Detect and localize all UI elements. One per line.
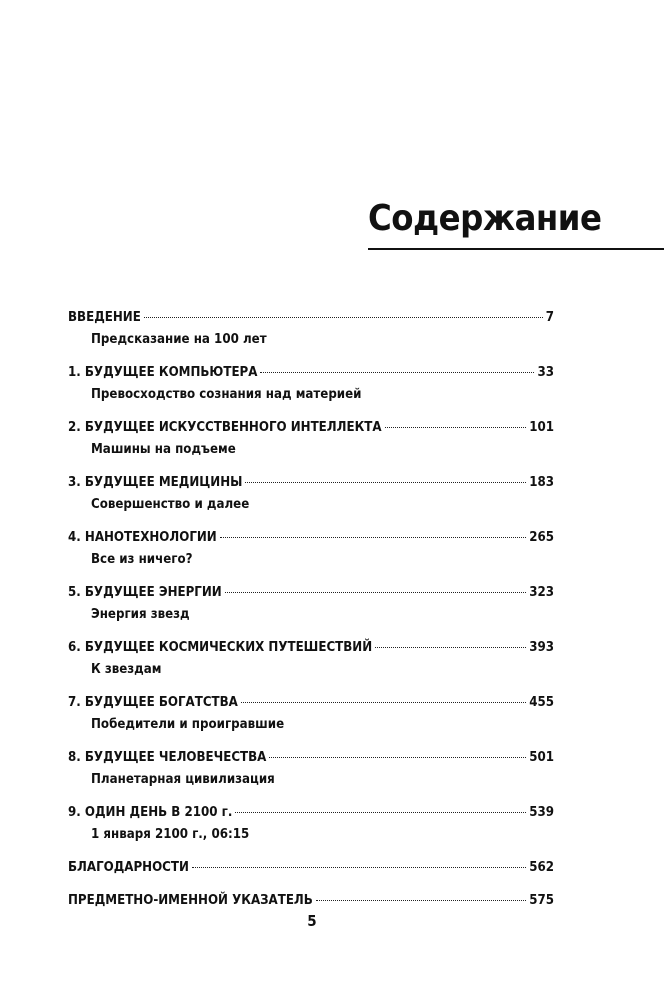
toc-entry-subtitle: Планетарная цивилизация (91, 772, 275, 787)
toc-entry-page: 183 (529, 475, 554, 490)
toc-entry-subtitle: Машины на подъеме (91, 442, 236, 457)
toc-entry-chapter-5[interactable] (68, 585, 554, 625)
toc-entry-subtitle: Все из ничего? (91, 552, 193, 567)
toc-entry-subtitle: Предсказание на 100 лет (91, 332, 267, 347)
dot-leader (241, 702, 526, 703)
toc-entry-title: 9. ОДИН ДЕНЬ В 2100 г. (68, 805, 233, 820)
toc-entry-acknowledgements[interactable] (68, 860, 554, 880)
dot-leader (192, 867, 526, 868)
toc-entry-page: 539 (529, 805, 554, 820)
dot-leader (375, 647, 526, 648)
toc-entry-page: 393 (529, 640, 554, 655)
toc-entry-index[interactable] (68, 893, 554, 913)
dot-leader (144, 317, 543, 318)
toc-entry-title: 5. БУДУЩЕЕ ЭНЕРГИИ (68, 585, 222, 600)
toc-entry-page: 575 (529, 893, 554, 908)
toc-entry-page: 7 (545, 310, 554, 325)
toc-entry-subtitle: 1 января 2100 г., 06:15 (91, 827, 250, 842)
dot-leader (385, 427, 527, 428)
toc-entry-title: 6. БУДУЩЕЕ КОСМИЧЕСКИХ ПУТЕШЕСТВИЙ (68, 640, 373, 655)
toc-entry-title: 2. БУДУЩЕЕ ИСКУССТВЕННОГО ИНТЕЛЛЕКТА (68, 420, 382, 435)
toc-entry-chapter-7[interactable] (68, 695, 554, 735)
toc-entry-title: БЛАГОДАРНОСТИ (68, 860, 189, 875)
toc-entry-title: 3. БУДУЩЕЕ МЕДИЦИНЫ (68, 475, 243, 490)
toc-entry-title: 8. БУДУЩЕЕ ЧЕЛОВЕЧЕСТВА (68, 750, 267, 765)
page-number: 5 (307, 912, 317, 930)
toc-entry-chapter-2[interactable] (68, 420, 554, 460)
toc-entry-subtitle: Совершенство и далее (91, 497, 250, 512)
toc-entry-chapter-6[interactable] (68, 640, 554, 680)
toc-entry-subtitle: Победители и проигравшие (91, 717, 285, 732)
toc-entry-title: 1. БУДУЩЕЕ КОМПЬЮТЕРА (68, 365, 258, 380)
title-underline (368, 248, 664, 250)
toc-entry-subtitle: К звездам (91, 662, 162, 677)
table-of-contents (68, 310, 554, 926)
toc-entry-introduction[interactable] (68, 310, 554, 350)
toc-entry-chapter-1[interactable] (68, 365, 554, 405)
toc-entry-chapter-3[interactable] (68, 475, 554, 515)
toc-entry-page: 33 (537, 365, 554, 380)
page-title: Содержание (368, 198, 602, 239)
dot-leader (245, 482, 526, 483)
dot-leader (316, 900, 526, 901)
dot-leader (269, 757, 526, 758)
toc-entry-page: 501 (529, 750, 554, 765)
toc-entry-page: 265 (529, 530, 554, 545)
toc-entry-chapter-8[interactable] (68, 750, 554, 790)
dot-leader (235, 812, 526, 813)
toc-entry-page: 455 (529, 695, 554, 710)
toc-entry-title: ПРЕДМЕТНО-ИМЕННОЙ УКАЗАТЕЛЬ (68, 893, 313, 908)
dot-leader (220, 537, 527, 538)
dot-leader (260, 372, 534, 373)
toc-entry-chapter-9[interactable] (68, 805, 554, 845)
toc-entry-page: 323 (529, 585, 554, 600)
toc-entry-title: 7. БУДУЩЕЕ БОГАТСТВА (68, 695, 238, 710)
dot-leader (225, 592, 527, 593)
toc-entry-title: 4. НАНОТЕХНОЛОГИИ (68, 530, 217, 545)
toc-entry-title: ВВЕДЕНИЕ (68, 310, 141, 325)
toc-entry-subtitle: Энергия звезд (91, 607, 190, 622)
toc-entry-chapter-4[interactable] (68, 530, 554, 570)
toc-entry-subtitle: Превосходство сознания над материей (91, 387, 362, 402)
toc-entry-page: 101 (529, 420, 554, 435)
toc-entry-page: 562 (529, 860, 554, 875)
